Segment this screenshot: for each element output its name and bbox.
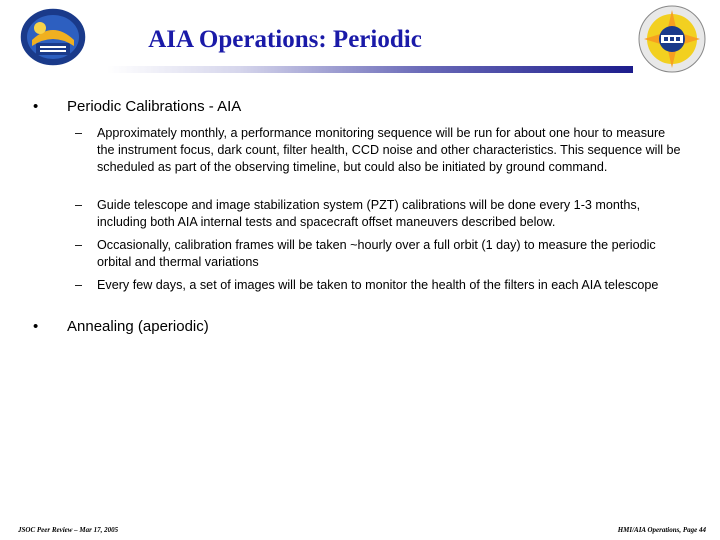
sub-bullet-text: Every few days, a set of images will be taken to monitor the health of the filters in each AIA telescope [97,278,659,292]
dash-marker: – [75,198,83,212]
sub-bullet-text: Occasionally, calibration frames will be taken ~hourly over a full orbit (1 day) to measure the periodic orbital and thermal variations [97,238,656,269]
dash-marker: – [75,278,83,292]
slide-title: AIA Operations: Periodic [148,26,422,53]
footer-left: JSOC Peer Review – Mar 17, 2005 [18,526,119,534]
bullet-text: Periodic Calibrations - AIA [67,98,242,115]
lws-logo [636,4,708,74]
footer-page-number: HMI/AIA Operations, Page 44 [617,526,706,534]
sub-bullet-item [75,197,682,231]
bullet-text: Annealing (aperiodic) [67,318,209,335]
sub-bullet-item [75,277,682,294]
dash-marker: – [75,238,83,252]
sub-bullet-text: Approximately monthly, a performance monitoring sequence will be run for about one hour to measure the instrument focus, dark count, filter health, CCD noise and other characteristics. This sequence will be scheduled as part of the observing timeline, but could also be initiated by ground command. [97,126,681,174]
sub-bullet-item [75,125,682,176]
sub-bullet-item [75,237,682,271]
sub-bullet-text: Guide telescope and image stabilization system (PZT) calibrations will be done every 1-3 months, including both AIA internal tests and spacecraft offset maneuvers described below. [97,198,641,229]
title-divider [107,66,633,73]
bullet-marker: • [33,318,39,335]
bullet-item [33,318,209,335]
bullet-marker: • [33,98,39,115]
dash-marker: – [75,126,83,140]
sdo-logo [18,6,88,68]
bullet-item [33,98,242,115]
